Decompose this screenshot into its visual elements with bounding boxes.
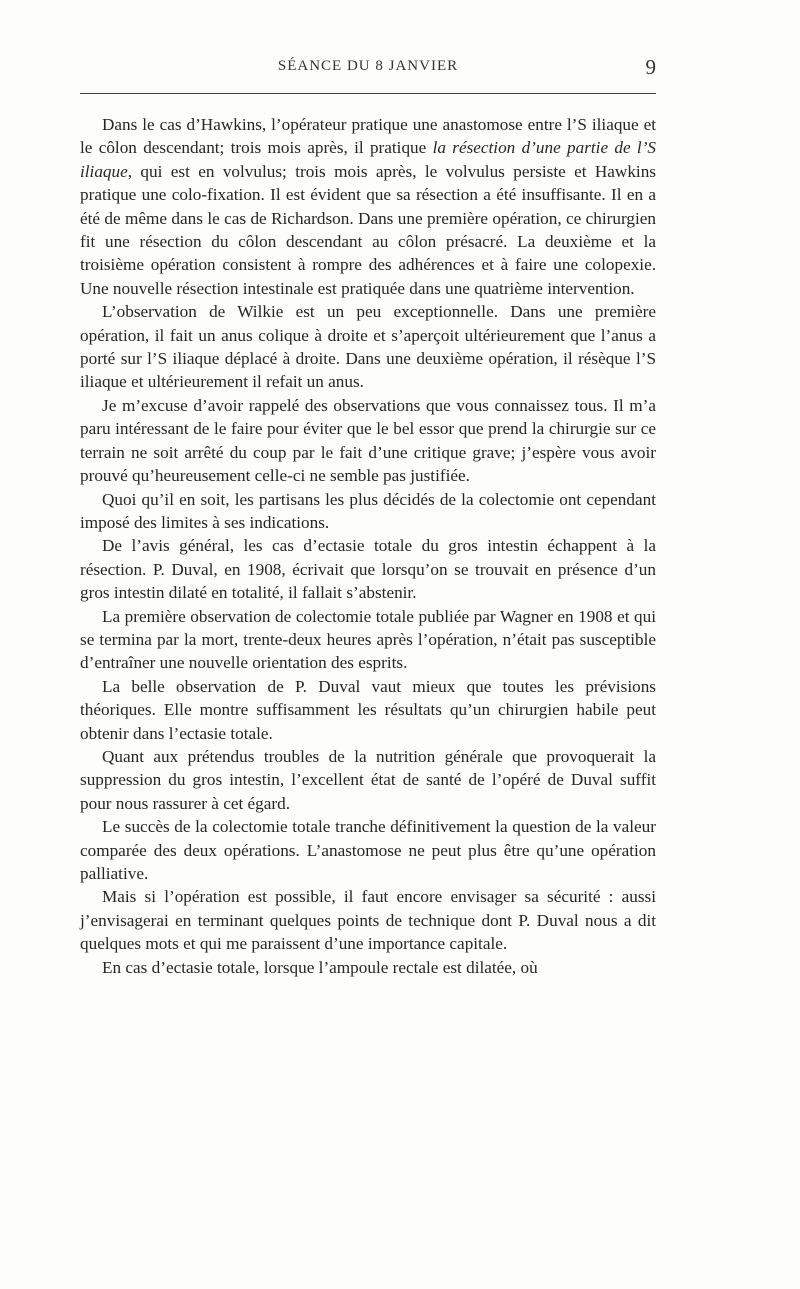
- paragraph-3: Je m’excuse d’avoir rappelé des observations que vous connaissez tous. Il m’a paru intéressant de le faire pour éviter que le bel essor que prend la chirurgie sur ce terrain ne soit arrêté du coup par le fait d’une critique grave; j’espère vous avoir prouvé qu’heureusement celle-ci ne semble pas justifiée.: [80, 395, 656, 486]
- paragraph-6: La première observation de colectomie totale publiée par Wagner en 1908 et qui se termina par la mort, trente-deux heures après l’opération, n’était pas susceptible d’entraîner une nouvelle orientation des esprits.: [80, 606, 656, 673]
- paragraph-5: De l’avis général, les cas d’ectasie totale du gros intestin échappent à la résection. P. Duval, en 1908, écrivait que lorsqu’on se trouvait en présence d’un gros intestin dilaté en totalité, il fallait s’abstenir.: [80, 536, 656, 603]
- paragraph-7: La belle observation de P. Duval vaut mieux que toutes les prévisions théoriques. Elle montre suffisamment les résultats qu’un chirurgien habile peut obtenir dans l’ectasie totale.: [80, 676, 656, 743]
- header-rule: [80, 93, 656, 94]
- paragraph-1-text-b: , qui est en volvulus; trois mois après, le volvulus persiste et Hawkins pratique une colo-fixation. Il est évident que sa résection a été insuffisante. Il en a été de même dans le cas de Richardson. Dans une première opération, ce chirurgien fit une résection du côlon descendant au côlon présacré. La deuxième et la troisième opération consistent à rompre des adhérences et à faire une colopexie. Une nouvelle résection intestinale est pratiquée dans une quatrième intervention.: [80, 161, 656, 298]
- paragraph-8: Quant aux prétendus troubles de la nutrition générale que provoquerait la suppression du gros intestin, l’excellent état de santé de l’opéré de Duval suffit pour nous rassurer à cet égard.: [80, 746, 656, 813]
- running-header: [80, 55, 656, 82]
- paragraph-2: L’observation de Wilkie est un peu exceptionnelle. Dans une première opération, il fait un anus colique à droite et s’aperçoit ultérieurement que l’anus a porté sur l’S iliaque déplacé à droite. Dans une deuxième opération, il résèque l’S iliaque et ultérieurement il refait un anus.: [80, 302, 656, 392]
- paragraph-1: [80, 113, 656, 300]
- header-title: SÉANCE DU 8 JANVIER: [277, 58, 459, 74]
- paragraph-9: Le succès de la colectomie totale tranche définitivement la question de la valeur comparée des deux opérations. L’anastomose ne peut plus être qu’une opération palliative.: [80, 817, 656, 883]
- paragraph-4: Quoi qu’il en soit, les partisans les plus décidés de la colectomie ont cependant imposé des limites à ses indications.: [80, 489, 656, 532]
- body-text: [80, 113, 656, 979]
- paragraph-11: En cas d’ectasie totale, lorsque l’ampoule rectale est dilatée, où: [102, 957, 538, 977]
- paragraph-10: Mais si l’opération est possible, il faut encore envisager sa sécurité : aussi j’envisagerai en terminant quelques points de technique dont P. Duval nous a dit quelques mots et qui me paraissent d’une importance capitale.: [80, 887, 656, 954]
- page-number: 9: [645, 55, 656, 79]
- paragraph-1-italic: la résection d’une partie de l’S iliaque: [80, 138, 657, 181]
- paragraph-1-text-a: Dans le cas d’Hawkins, l’opérateur pratique une anastomose entre l’S iliaque et le côlon descendant; trois mois après, il pratique: [80, 115, 656, 158]
